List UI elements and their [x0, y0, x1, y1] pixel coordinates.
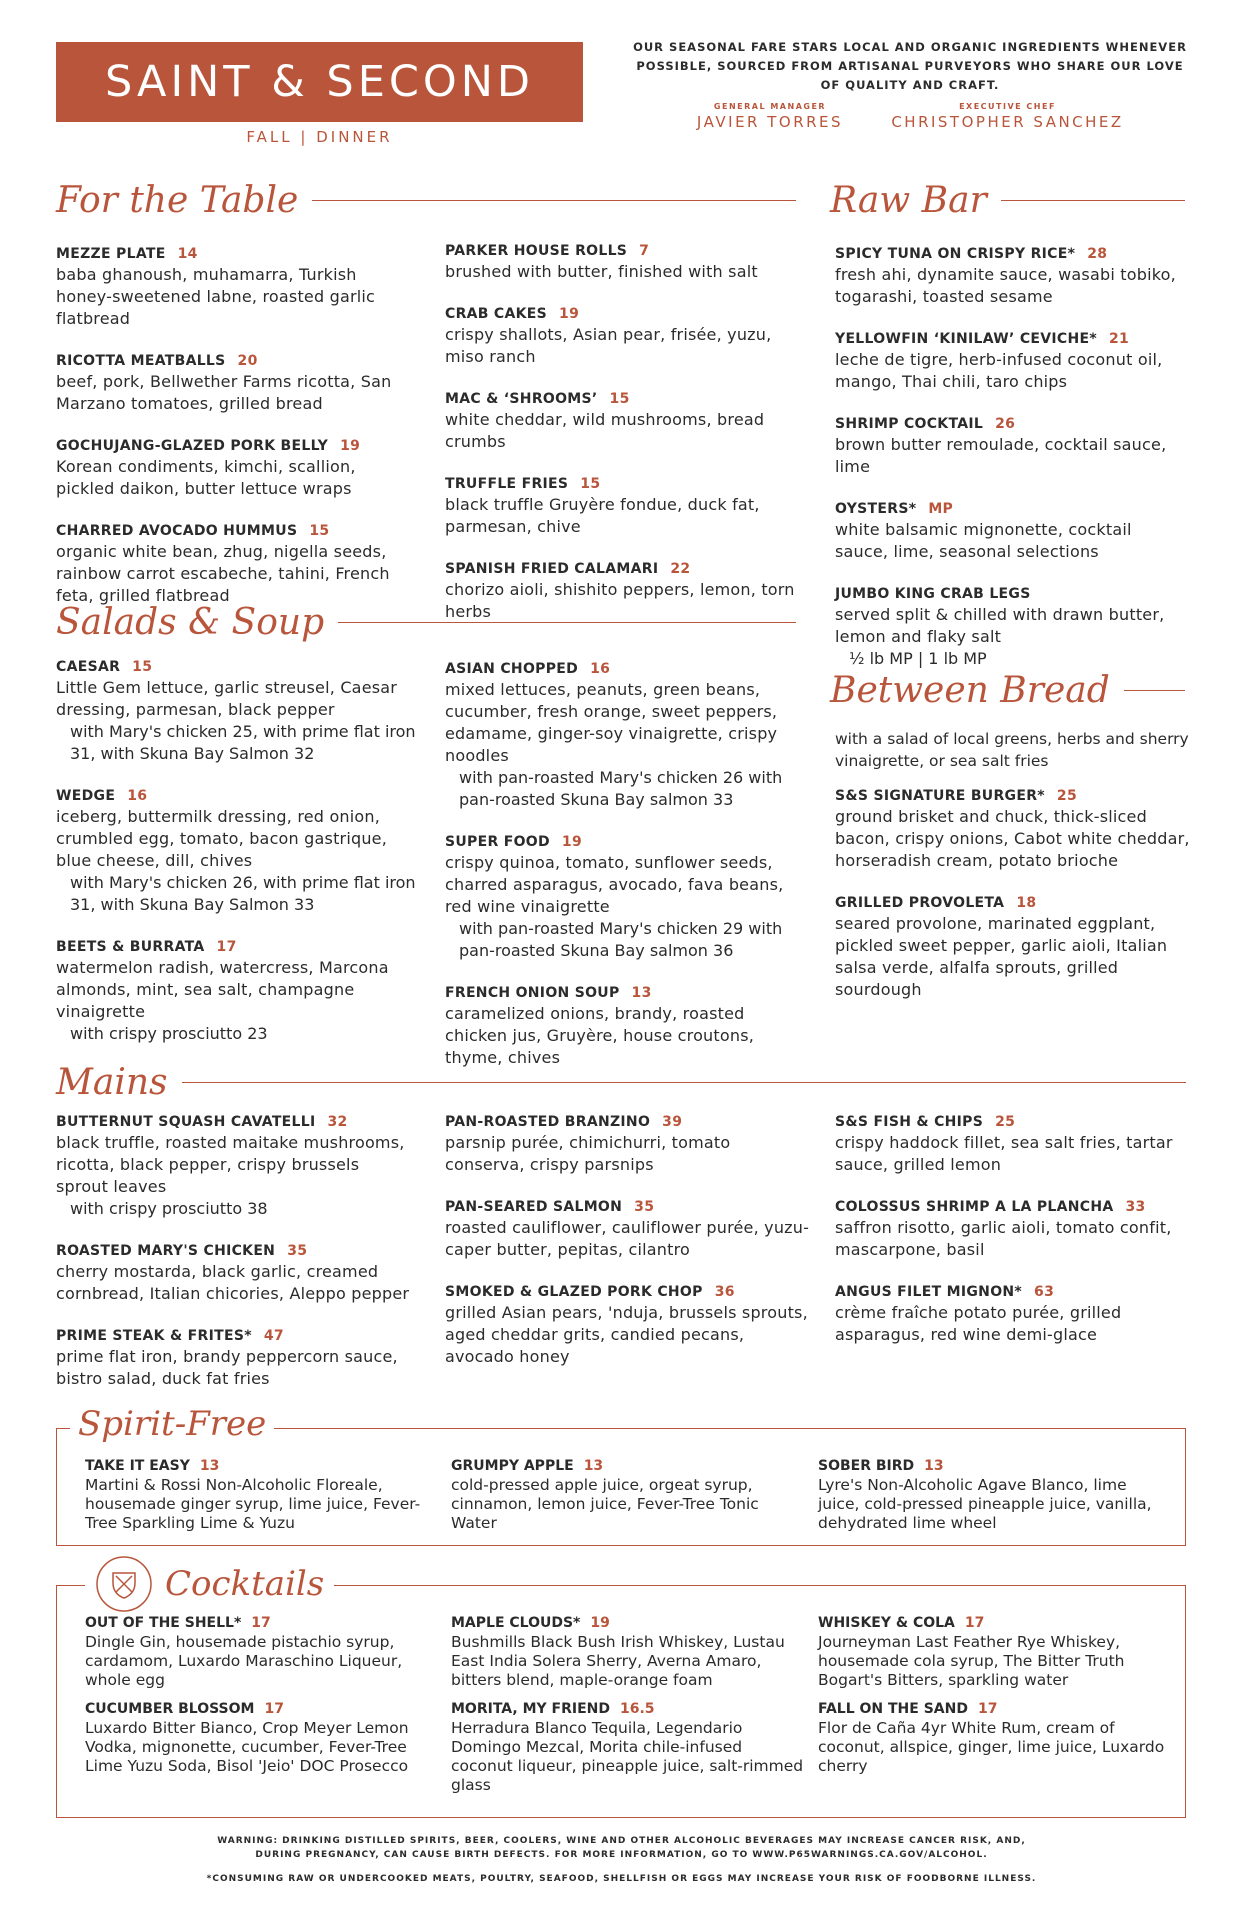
item-title: FALL ON THE SAND: [818, 1701, 968, 1717]
gm-name: JAVIER TORRES: [696, 113, 844, 131]
executive-chef: [875, 102, 1140, 131]
item-name: [56, 786, 416, 806]
cocktails-column-1: [85, 1614, 435, 1786]
item-description: saffron risotto, garlic aioli, tomato confit, mascarpone, basil: [835, 1218, 1172, 1259]
item-price: 35: [634, 1199, 655, 1215]
spirit-free-column-1: [85, 1457, 435, 1543]
menu-item: [445, 659, 800, 811]
between-bread-column: [835, 786, 1190, 1022]
item-description: parsnip purée, chimichurri, tomato conserva, crispy parsnips: [445, 1133, 731, 1174]
item-name: [56, 436, 411, 456]
menu-item: [445, 1197, 810, 1261]
mains-column-1: [56, 1112, 416, 1411]
item-title: BUTTERNUT SQUASH CAVATELLI: [56, 1114, 316, 1130]
item-name: [56, 1112, 416, 1132]
menu-item: [835, 1112, 1190, 1176]
item-name: [835, 1112, 1190, 1132]
item-title: S&S SIGNATURE BURGER*: [835, 788, 1045, 804]
item-price: 17: [216, 939, 237, 955]
item-title: MEZZE PLATE: [56, 246, 166, 262]
item-price: 15: [580, 476, 601, 492]
item-name: [445, 1282, 810, 1302]
item-price: 13: [199, 1458, 220, 1474]
section-title: Salads & Soup: [56, 602, 325, 643]
menu-item: [56, 1112, 416, 1220]
menu-item: [835, 499, 1190, 563]
item-description: baba ghanoush, muhamarra, Turkish honey-sweetened labne, roasted garlic flatbread: [56, 265, 376, 328]
item-description: Korean condiments, kimchi, scallion, pickled daikon, butter lettuce wraps: [56, 457, 356, 498]
item-name: [835, 584, 1190, 604]
item-description: brushed with butter, finished with salt: [445, 262, 758, 281]
item-name: [56, 244, 411, 264]
chef-name: CHRISTOPHER SANCHEZ: [891, 113, 1124, 131]
menu-item: [445, 389, 805, 453]
item-price: 13: [583, 1458, 604, 1474]
item-name: [835, 893, 1190, 913]
salads-column-2: [445, 659, 800, 1090]
for-the-table-column-1: [56, 244, 411, 628]
item-description: white balsamic mignonette, cocktail sauce, lime, seasonal selections: [835, 520, 1132, 561]
item-name: [445, 304, 805, 324]
spirit-free-column-3: [818, 1457, 1168, 1543]
item-description: prime flat iron, brandy peppercorn sauce, bistro salad, duck fat fries: [56, 1347, 398, 1388]
item-price: 7: [639, 243, 650, 259]
item-title: CRAB CAKES: [445, 306, 548, 322]
item-description: white cheddar, wild mushrooms, bread crumbs: [445, 410, 765, 451]
menu-item: [445, 474, 805, 538]
item-description: Flor de Caña 4yr White Rum, cream of coconut, allspice, ginger, lime juice, Luxardo cherry: [818, 1719, 1165, 1775]
item-description: Journeyman Last Feather Rye Whiskey, housemade cola syrup, The Bitter Truth Bogart's Bitters, sparkling water: [818, 1633, 1125, 1689]
menu-item: [85, 1457, 435, 1533]
item-name: [56, 351, 411, 371]
item-price: 13: [631, 985, 652, 1001]
item-title: SMOKED & GLAZED PORK CHOP: [445, 1284, 703, 1300]
item-price: 33: [1125, 1199, 1146, 1215]
menu-item: [445, 304, 805, 368]
item-name: [445, 389, 805, 409]
brand-logo: [56, 42, 583, 122]
item-name: [835, 1197, 1190, 1217]
item-price: 25: [995, 1114, 1016, 1130]
item-description: crispy quinoa, tomato, sunflower seeds, charred asparagus, avocado, fava beans, red wine vinaigrette: [445, 853, 784, 916]
item-price: 13: [924, 1458, 944, 1474]
item-title: SPICY TUNA ON CRISPY RICE*: [835, 246, 1076, 262]
item-price: 39: [662, 1114, 683, 1130]
item-title: CAESAR: [56, 659, 121, 675]
item-name: [445, 659, 800, 679]
item-description: grilled Asian pears, 'nduja, brussels sprouts, aged cheddar grits, candied pecans, avocado honey: [445, 1303, 808, 1366]
menu-item: [56, 1326, 416, 1390]
item-title: SHRIMP COCKTAIL: [835, 416, 984, 432]
divider: [312, 200, 796, 201]
item-name: [835, 414, 1190, 434]
cocktail-crest-icon: [95, 1555, 153, 1613]
item-description: Herradura Blanco Tequila, Legendario Domingo Mezcal, Morita chile-infused coconut liqueur, pineapple juice, salt-rimmed glass: [451, 1719, 804, 1794]
item-description: Dingle Gin, housemade pistachio syrup, cardamom, Luxardo Maraschino Liqueur, whole egg: [85, 1633, 403, 1689]
item-title: ROASTED MARY'S CHICKEN: [56, 1243, 276, 1259]
item-price: 17: [251, 1615, 271, 1631]
menu-item: [56, 436, 411, 500]
item-title: MAPLE CLOUDS*: [451, 1615, 581, 1631]
menu-item: [56, 786, 416, 916]
menu-item: [445, 1112, 810, 1176]
menu-item: [835, 786, 1190, 872]
item-title: MORITA, MY FRIEND: [451, 1701, 610, 1717]
item-description: iceberg, buttermilk dressing, red onion, crumbled egg, tomato, bacon gastrique, blue cheese, dill, chives: [56, 807, 387, 870]
menu-item: [818, 1700, 1173, 1776]
section-title: For the Table: [56, 180, 299, 221]
item-title: YELLOWFIN ‘KINILAW’ CEVICHE*: [835, 331, 1097, 347]
item-name: [445, 241, 805, 261]
item-title: OUT OF THE SHELL*: [85, 1615, 242, 1631]
item-price: 25: [1056, 788, 1078, 804]
item-name: [445, 983, 800, 1003]
menu-item: [56, 657, 416, 765]
section-title: Raw Bar: [830, 180, 987, 221]
item-name: [818, 1700, 1173, 1719]
item-description: crispy haddock fillet, sea salt fries, tartar sauce, grilled lemon: [835, 1133, 1173, 1174]
item-description: Martini & Rossi Non-Alcoholic Floreale, housemade ginger syrup, lime juice, Fever-Tree Sparkling Lime & Yuzu: [85, 1476, 421, 1532]
item-description: ground brisket and chuck, thick-sliced bacon, crispy onions, Cabot white cheddar, horseradish cream, potato brioche: [835, 807, 1190, 870]
item-price: 20: [237, 353, 258, 369]
item-price: 32: [327, 1114, 348, 1130]
item-add-on: with Mary's chicken 26, with prime flat iron 31, with Skuna Bay Salmon 33: [70, 873, 416, 914]
menu-item: [835, 329, 1190, 393]
item-description: cold-pressed apple juice, orgeat syrup, cinnamon, lemon juice, Fever-Tree Tonic Water: [451, 1476, 759, 1532]
menu-item: [451, 1700, 806, 1795]
gm-role: GENERAL MANAGER: [713, 102, 827, 111]
item-price: 16: [127, 788, 148, 804]
item-price: 19: [559, 306, 580, 322]
item-description: Bushmills Black Bush Irish Whiskey, Lustau East India Solera Sherry, Averna Amaro, bitters blend, maple-orange foam: [451, 1633, 785, 1689]
item-title: BEETS & BURRATA: [56, 939, 205, 955]
between-bread-intro: with a salad of local greens, herbs and sherry vinaigrette, or sea salt fries: [835, 730, 1189, 770]
spirit-free-column-2: [451, 1457, 801, 1543]
item-title: TRUFFLE FRIES: [445, 476, 569, 492]
item-price: 19: [590, 1615, 610, 1631]
item-name: [835, 329, 1190, 349]
item-name: [835, 786, 1190, 806]
menu-item: [56, 521, 411, 607]
item-price: 63: [1034, 1284, 1055, 1300]
menu-item: [445, 983, 800, 1069]
item-title: WEDGE: [56, 788, 116, 804]
item-title: MAC & ‘SHROOMS’: [445, 391, 598, 407]
item-title: SUPER FOOD: [445, 834, 550, 850]
section-for-the-table: [56, 180, 796, 221]
item-name: [56, 937, 416, 957]
item-description: served split & chilled with drawn butter, lemon and flaky salt: [835, 605, 1165, 646]
item-name: [56, 1241, 416, 1261]
item-description: fresh ahi, dynamite sauce, wasabi tobiko, togarashi, toasted sesame: [835, 265, 1176, 306]
item-add-on: with Mary's chicken 25, with prime flat iron 31, with Skuna Bay Salmon 32: [70, 722, 416, 763]
item-price: 28: [1087, 246, 1108, 262]
item-name: [835, 1282, 1190, 1302]
item-add-on: with crispy prosciutto 38: [70, 1199, 268, 1218]
item-price: 15: [132, 659, 153, 675]
section-title: Between Bread: [830, 670, 1110, 711]
item-description: organic white bean, zhug, nigella seeds, rainbow carrot escabeche, tahini, French feta, grilled flatbread: [56, 542, 390, 605]
menu-item: [56, 1241, 416, 1305]
item-title: WHISKEY & COLA: [818, 1615, 955, 1631]
menu-item: [445, 559, 805, 623]
menu-item: [835, 414, 1190, 478]
item-name: [818, 1614, 1173, 1633]
menu-item: [835, 1282, 1190, 1346]
item-title: TAKE IT EASY: [85, 1458, 190, 1474]
item-description: crispy shallots, Asian pear, frisée, yuzu, miso ranch: [445, 325, 772, 366]
item-name: [445, 1112, 810, 1132]
item-name: [85, 1700, 435, 1719]
menu-item: [835, 584, 1190, 670]
section-title: Mains: [56, 1062, 168, 1103]
menu-item: [835, 1197, 1190, 1261]
item-name: [85, 1614, 435, 1633]
item-name: [835, 244, 1190, 264]
spirit-free-title: Spirit-Free: [70, 1404, 274, 1444]
item-title: FRENCH ONION SOUP: [445, 985, 620, 1001]
cocktails-title: Cocktails: [165, 1564, 325, 1604]
item-price: 15: [309, 523, 330, 539]
divider: [1001, 200, 1185, 201]
item-description: black truffle, roasted maitake mushrooms, ricotta, black pepper, crispy brussels sprout leaves: [56, 1133, 405, 1196]
item-title: JUMBO KING CRAB LEGS: [835, 586, 1031, 602]
item-title: CHARRED AVOCADO HUMMUS: [56, 523, 298, 539]
item-name: [445, 474, 805, 494]
item-description: chorizo aioli, shishito peppers, lemon, torn herbs: [445, 580, 795, 621]
item-price: 14: [177, 246, 198, 262]
item-description: Lyre's Non-Alcoholic Agave Blanco, lime juice, cold-pressed pineapple juice, vanilla, dehydrated lime wheel: [818, 1476, 1152, 1532]
menu-item: [451, 1614, 806, 1690]
item-title: OYSTERS*: [835, 501, 917, 517]
item-title: ANGUS FILET MIGNON*: [835, 1284, 1023, 1300]
raw-food-warning: *CONSUMING RAW OR UNDERCOOKED MEATS, POULTRY, SEAFOOD, SHELLFISH OR EGGS MAY INCREASE YOUR RISK OF FOODBORNE ILLNESS.: [206, 1874, 1037, 1884]
alcohol-warning: WARNING: DRINKING DISTILLED SPIRITS, BEER, COOLERS, WINE AND OTHER ALCOHOLIC BEVERAGES MAY INCREASE CANCER RISK, AND, DURING PREGNANCY, CAN CAUSE BIRTH DEFECTS. FOR MORE INFORMATION, GO TO WWW.P65WARNINGS.CA.GOV/ALCOHOL.: [217, 1836, 1026, 1860]
menu-item: [56, 351, 411, 415]
menu-item: [85, 1700, 435, 1776]
item-add-on: with pan-roasted Mary's chicken 26 with pan-roasted Skuna Bay salmon 33: [459, 768, 783, 809]
item-description: mixed lettuces, peanuts, green beans, cucumber, fresh orange, sweet peppers, edamame, ginger-soy vinaigrette, crispy noodles: [445, 680, 778, 765]
item-add-on: ½ lb MP | 1 lb MP: [849, 649, 987, 668]
cocktails-column-2: [451, 1614, 806, 1805]
item-name: [85, 1457, 435, 1476]
item-description: Luxardo Bitter Bianco, Crop Meyer Lemon Vodka, mignonette, cucumber, Fever-Tree Lime Yuzu Soda, Bisol 'Jeio' DOC Prosecco: [85, 1719, 409, 1775]
menu-item: [445, 832, 800, 962]
menu-item: [451, 1457, 801, 1533]
item-title: CUCUMBER BLOSSOM: [85, 1701, 255, 1717]
item-price: 36: [714, 1284, 735, 1300]
item-price: 17: [264, 1701, 284, 1717]
item-price: 16: [590, 661, 611, 677]
item-title: PAN-SEARED SALMON: [445, 1199, 623, 1215]
brand-name: SAINT & SECOND: [104, 57, 535, 107]
item-name: [445, 1197, 810, 1217]
item-title: RICOTTA MEATBALLS: [56, 353, 226, 369]
mains-column-2: [445, 1112, 810, 1389]
item-description: brown butter remoulade, cocktail sauce, lime: [835, 435, 1167, 476]
menu-item: [818, 1614, 1173, 1690]
item-title: GRUMPY APPLE: [451, 1458, 574, 1474]
item-title: COLOSSUS SHRIMP A LA PLANCHA: [835, 1199, 1114, 1215]
item-name: [56, 657, 416, 677]
item-price: 26: [995, 416, 1016, 432]
cocktails-column-3: [818, 1614, 1173, 1786]
menu-item: [56, 937, 416, 1045]
item-name: [445, 832, 800, 852]
menu-item: [835, 893, 1190, 1001]
item-description: leche de tigre, herb-infused coconut oil, mango, Thai chili, taro chips: [835, 350, 1163, 391]
section-raw-bar: [830, 180, 1185, 221]
menu-item: [835, 244, 1190, 308]
item-title: PARKER HOUSE ROLLS: [445, 243, 628, 259]
mains-column-3: [835, 1112, 1190, 1367]
item-description: Little Gem lettuce, garlic streusel, Caesar dressing, parmesan, black pepper: [56, 678, 398, 719]
menu-item: [445, 241, 805, 283]
item-add-on: with crispy prosciutto 23: [70, 1024, 268, 1043]
item-description: crème fraîche potato purée, grilled asparagus, red wine demi-glace: [835, 1303, 1122, 1344]
item-name: [445, 559, 805, 579]
item-name: [56, 521, 411, 541]
item-price: 18: [1016, 895, 1037, 911]
item-price: 17: [977, 1701, 998, 1717]
item-description: caramelized onions, brandy, roasted chicken jus, Gruyère, house croutons, thyme, chives: [445, 1004, 755, 1067]
item-description: roasted cauliflower, cauliflower purée, yuzu-caper butter, pepitas, cilantro: [445, 1218, 810, 1259]
menu-item: [85, 1614, 435, 1690]
item-name: [451, 1700, 806, 1719]
salads-column-1: [56, 657, 416, 1066]
item-description: cherry mostarda, black garlic, creamed cornbread, Italian chicories, Aleppo pepper: [56, 1262, 410, 1303]
item-price: 19: [340, 438, 361, 454]
menu-item: [818, 1457, 1168, 1533]
item-price: 19: [561, 834, 583, 850]
raw-bar-column: [835, 244, 1190, 691]
item-price: MP: [928, 501, 954, 517]
item-price: 22: [670, 561, 691, 577]
item-description: beef, pork, Bellwether Farms ricotta, San Marzano tomatoes, grilled bread: [56, 372, 392, 413]
menu-item: [445, 1282, 810, 1368]
item-description: watermelon radish, watercress, Marcona almonds, mint, sea salt, champagne vinaigrette: [56, 958, 389, 1021]
menu-subtitle: FALL | DINNER: [246, 128, 393, 146]
item-price: 21: [1108, 331, 1130, 347]
intro-text: OUR SEASONAL FARE STARS LOCAL AND ORGANIC INGREDIENTS WHENEVER POSSIBLE, SOURCED FROM ARTISANAL PURVEYORS WHO SHARE OUR LOVE OF QUALITY AND CRAFT.: [633, 40, 1187, 92]
menu-item: [56, 244, 411, 330]
item-description: seared provolone, marinated eggplant, pickled sweet pepper, garlic aioli, Italian salsa verde, alfalfa sprouts, grilled sourdough: [835, 914, 1168, 999]
item-add-on: with pan-roasted Mary's chicken 29 with pan-roasted Skuna Bay salmon 36: [459, 919, 783, 960]
item-title: PRIME STEAK & FRITES*: [56, 1328, 252, 1344]
item-price: 16.5: [619, 1701, 655, 1717]
item-title: SPANISH FRIED CALAMARI: [445, 561, 659, 577]
item-price: 15: [609, 391, 630, 407]
item-name: [835, 499, 1190, 519]
item-title: ASIAN CHOPPED: [445, 661, 579, 677]
cocktails-heading: [85, 1555, 334, 1613]
item-name: [451, 1614, 806, 1633]
for-the-table-column-2: [445, 241, 805, 644]
item-title: SOBER BIRD: [818, 1458, 915, 1474]
item-title: S&S FISH & CHIPS: [835, 1114, 984, 1130]
item-price: 17: [964, 1615, 985, 1631]
item-price: 35: [287, 1243, 308, 1259]
item-title: GOCHUJANG-GLAZED PORK BELLY: [56, 438, 329, 454]
general-manager: [675, 102, 865, 131]
item-price: 47: [263, 1328, 284, 1344]
chef-role: EXECUTIVE CHEF: [959, 102, 1056, 111]
item-title: GRILLED PROVOLETA: [835, 895, 1005, 911]
item-title: PAN-ROASTED BRANZINO: [445, 1114, 651, 1130]
item-description: black truffle Gruyère fondue, duck fat, parmesan, chive: [445, 495, 760, 536]
item-name: [451, 1457, 801, 1476]
item-name: [56, 1326, 416, 1346]
item-name: [818, 1457, 1168, 1476]
